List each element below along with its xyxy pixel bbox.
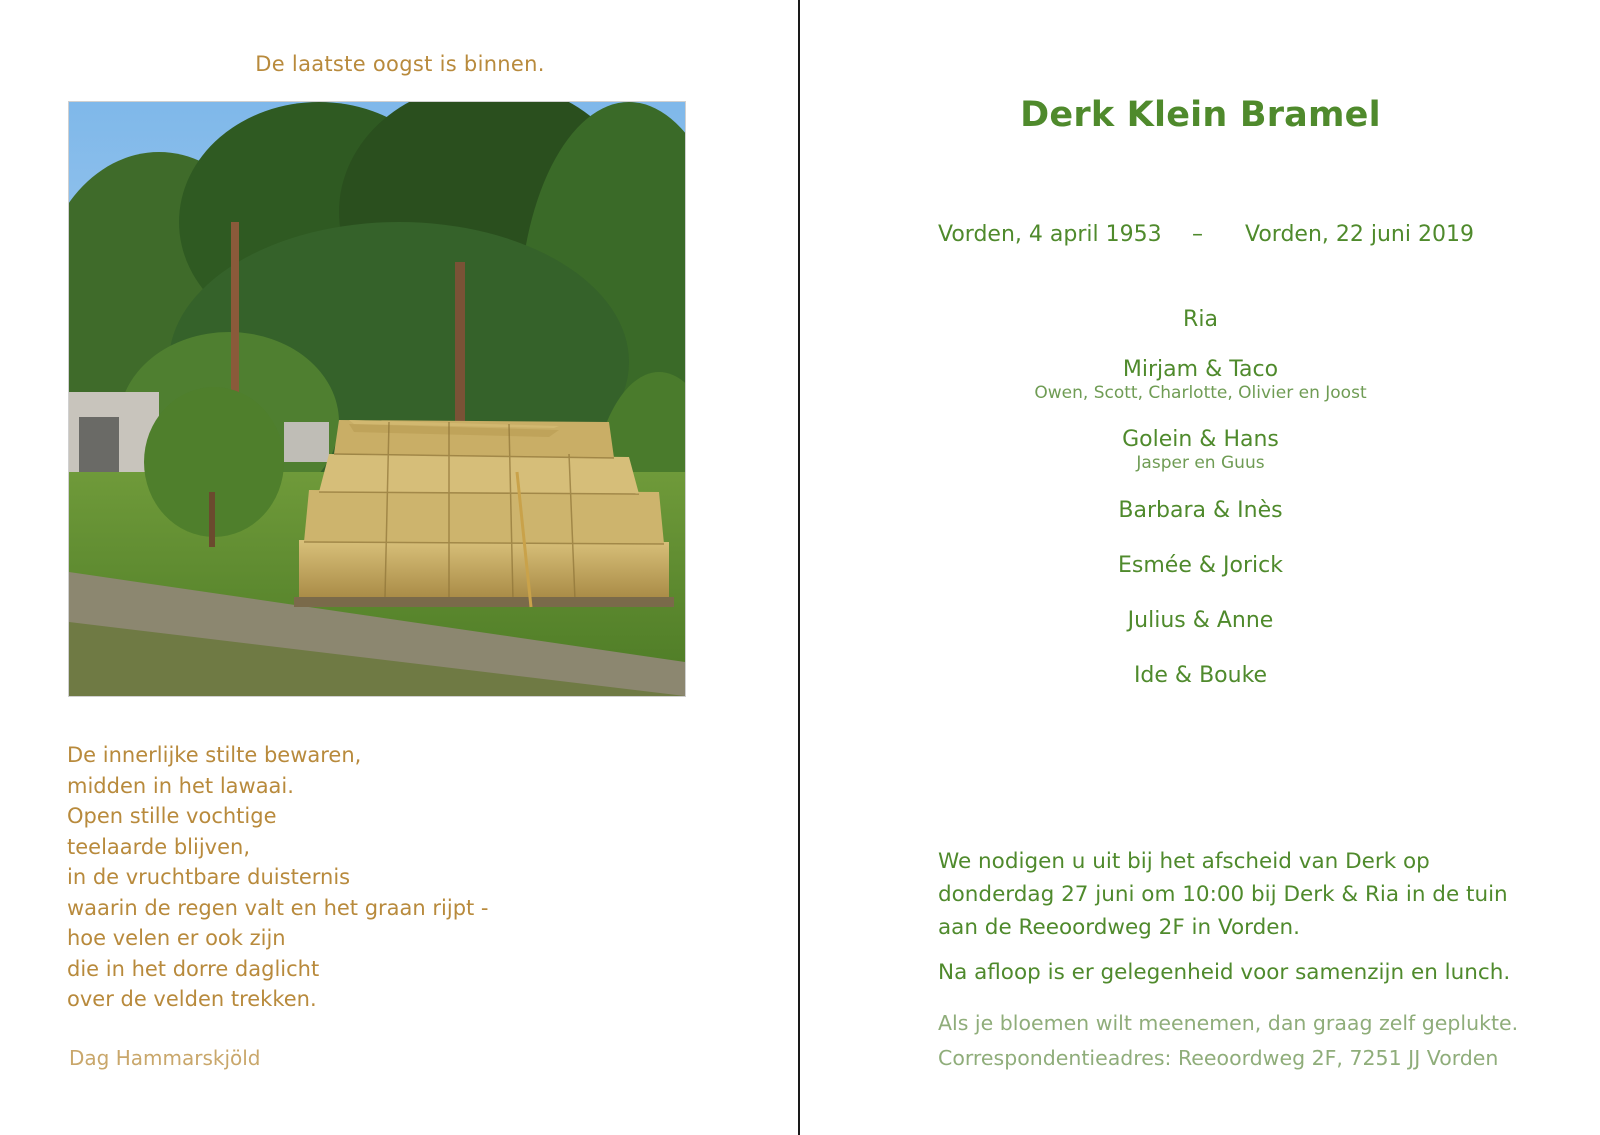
lunch-note: Na afloop is er gelegenheid voor samenzijn en lunch. [938, 960, 1511, 985]
poem-line: hoe velen er ook zijn [67, 926, 286, 950]
address-note: Correspondentieadres: Reeoordweg 2F, 7251 JJ Vorden [938, 1046, 1499, 1070]
poem-line: Open stille vochtige [67, 804, 277, 828]
date-dash: – [1192, 222, 1203, 247]
family-main: Barbara & Inès [1118, 498, 1283, 523]
family-main: Ide & Bouke [1133, 663, 1268, 688]
family-main: Ria [1183, 307, 1218, 332]
motto: De laatste oogst is binnen. [255, 52, 545, 76]
family-group [801, 307, 1600, 332]
family-main: Esmée & Jorick [1118, 553, 1283, 578]
invitation-line: aan de Reeoordweg 2F in Vorden. [938, 915, 1300, 940]
hay-stack-photo [68, 101, 686, 697]
poem-line: teelaarde blijven, [67, 834, 251, 859]
birth-date: Vorden, 4 april 1953 [938, 222, 1162, 247]
right-page [801, 0, 1600, 1135]
flowers-note: Als je bloemen wilt meenemen, dan graag zelf geplukte. [938, 1011, 1519, 1035]
family-children: Jasper en Guus [1136, 453, 1265, 473]
poem-line: De innerlijke stilte bewaren, [67, 743, 362, 767]
poem-line: midden in het lawaai. [67, 773, 294, 798]
family-main: Mirjam & Taco [1122, 357, 1279, 382]
family-main: Golein & Hans [1122, 427, 1279, 452]
family-group [801, 608, 1600, 633]
hay-stack-illustration [69, 102, 685, 696]
poem-line: in de vruchtbare duisternis [67, 865, 351, 889]
fold-divider [798, 0, 800, 1135]
poem [67, 740, 489, 1015]
left-page [0, 0, 798, 1135]
family-group [801, 663, 1600, 688]
death-date: Vorden, 22 juni 2019 [1245, 222, 1474, 247]
family-main: Julius & Anne [1127, 608, 1274, 633]
invitation-line: donderdag 27 juni om 10:00 bij Derk & Ria in de tuin [938, 882, 1508, 907]
invitation-text [938, 845, 1538, 944]
poem-line: die in het dorre daglicht [67, 956, 320, 981]
invitation-line: We nodigen u uit bij het afscheid van Derk op [938, 849, 1430, 874]
family-group [801, 553, 1600, 578]
deceased-name: Derk Klein Bramel [1020, 95, 1381, 135]
poem-line: waarin de regen valt en het graan rijpt - [67, 895, 489, 920]
family-group [801, 498, 1600, 523]
family-children: Owen, Scott, Charlotte, Olivier en Joost [1034, 383, 1367, 403]
family-group [801, 427, 1600, 473]
family-group [801, 357, 1600, 403]
poem-line: over de velden trekken. [67, 987, 317, 1011]
poem-author: Dag Hammarskjöld [69, 1046, 261, 1070]
